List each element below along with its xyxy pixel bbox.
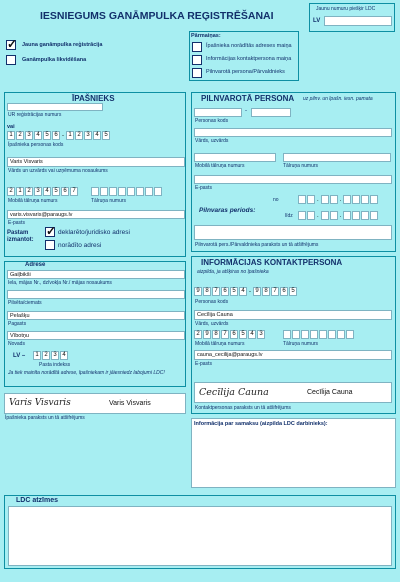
- digit-cell[interactable]: 1: [7, 131, 15, 140]
- authorized-name-label: Vārds, uzvārds: [195, 138, 229, 144]
- digit-cell[interactable]: [298, 211, 306, 220]
- period-label: Pilnvaras periods:: [199, 207, 256, 214]
- owner-printed-name: Varis Visvaris: [109, 400, 151, 407]
- changes-box: [189, 31, 299, 81]
- authorized-mobile-label: Mobilā tālruņa numurs: [195, 163, 245, 169]
- payment-info-box[interactable]: [191, 418, 396, 488]
- change-contact-checkbox[interactable]: [192, 55, 202, 65]
- digit-cell[interactable]: [310, 330, 318, 339]
- digit-cell[interactable]: [370, 195, 378, 204]
- page-title: IESNIEGUMS GANĀMPULKA REĢISTRĒŠANAI: [40, 10, 274, 22]
- digit-cell[interactable]: 3: [34, 187, 42, 196]
- digit-separator: -: [62, 132, 64, 139]
- period-from-date[interactable]: [298, 195, 378, 204]
- digit-cell[interactable]: 3: [25, 131, 33, 140]
- mail-use-label: Pastam izmantot:: [7, 230, 34, 243]
- given-address-label: norādīto adresi: [58, 242, 102, 249]
- owner-signature-label: Īpašnieka paraksts un tā atšifrējums: [5, 415, 85, 421]
- authorized-phone-label: Tālruņa numurs: [283, 163, 319, 169]
- ldc-notes-section: [4, 495, 396, 569]
- address-title: Adrese: [25, 262, 46, 268]
- digit-cell[interactable]: [118, 187, 126, 196]
- owner-mobile-digits[interactable]: [7, 187, 78, 196]
- digit-separator: .: [317, 196, 319, 203]
- contact-section: [191, 256, 396, 414]
- digit-cell[interactable]: [109, 187, 117, 196]
- digit-cell[interactable]: 1: [66, 131, 74, 140]
- digit-cell[interactable]: 4: [239, 287, 247, 296]
- authorized-code-b[interactable]: [251, 108, 291, 117]
- parish-field[interactable]: Pelašķu: [7, 311, 185, 320]
- change-address-checkbox[interactable]: [192, 42, 202, 52]
- digit-separator: .: [339, 212, 342, 219]
- digit-cell[interactable]: 5: [289, 287, 297, 296]
- declared-address-label: deklarēto/juridisko adresi: [58, 229, 130, 236]
- ur-label: UR reģistrācijas numurs: [8, 112, 62, 118]
- owner-section: [4, 92, 186, 257]
- contact-phone-digits[interactable]: [283, 330, 354, 339]
- authorized-mobile-field[interactable]: [194, 153, 276, 162]
- address-section: [4, 261, 186, 387]
- or-label: vai: [7, 124, 15, 130]
- digit-cell[interactable]: 2: [194, 330, 202, 339]
- digit-cell[interactable]: 1: [33, 351, 41, 360]
- ldc-number-field[interactable]: [324, 16, 392, 26]
- contact-signature: Cecīlija Cauna: [199, 387, 269, 398]
- digit-cell[interactable]: 5: [102, 131, 110, 140]
- digit-cell[interactable]: 2: [7, 187, 15, 196]
- digit-cell[interactable]: 6: [280, 287, 288, 296]
- new-registration-label: Jauna ganāmpulka reģistrācija: [22, 42, 103, 48]
- contact-mobile-label: Mobilā tālruņa numurs: [195, 341, 245, 347]
- digit-cell[interactable]: [361, 211, 369, 220]
- owner-name-label: Vārds un uzvārds vai uzņēmuma nosaukums: [8, 168, 108, 174]
- contact-subtitle: aizpilda, ja atšķiras no īpašnieka: [197, 269, 269, 275]
- county-field[interactable]: Vībotņu: [7, 331, 185, 340]
- contact-mobile-digits[interactable]: [194, 330, 265, 339]
- authorized-name-field[interactable]: [194, 128, 392, 137]
- period-from-label: no: [273, 197, 279, 203]
- authorized-section: [191, 92, 396, 252]
- authorized-email-label: E-pasts: [195, 185, 212, 191]
- digit-cell[interactable]: 6: [61, 187, 69, 196]
- digit-cell[interactable]: [301, 330, 309, 339]
- digit-cell[interactable]: [127, 187, 135, 196]
- liquidation-checkbox[interactable]: [6, 55, 16, 65]
- digit-cell[interactable]: [145, 187, 153, 196]
- owner-mobile-label: Mobilā tālruņa numurs: [8, 198, 58, 204]
- digit-cell[interactable]: [319, 330, 327, 339]
- postal-digits[interactable]: [33, 351, 68, 360]
- digit-cell[interactable]: 7: [212, 287, 220, 296]
- authorized-code-label: Personas kods: [195, 118, 229, 124]
- digit-cell[interactable]: [292, 330, 300, 339]
- digit-cell[interactable]: 9: [203, 330, 211, 339]
- digit-cell[interactable]: 4: [43, 187, 51, 196]
- payment-info-title: Informācija par samaksu (aizpilda LDC darbinieks):: [194, 421, 328, 427]
- authorized-code-a[interactable]: [194, 108, 242, 117]
- digit-cell[interactable]: 4: [93, 131, 101, 140]
- digit-cell[interactable]: 5: [230, 287, 238, 296]
- contact-signature-label: Kontaktpersonas paraksts un tā atšifrējums: [195, 405, 291, 411]
- street-label: Iela, mājas Nr., dzīvokļa Nr./ mājas nosaukums: [8, 280, 112, 286]
- authorized-email-field[interactable]: [194, 175, 392, 184]
- owner-code-label: Īpašnieka personas kods: [8, 142, 64, 148]
- change-contact-label: Informācijas kontaktpersona maiņa: [206, 56, 292, 62]
- change-authorized-checkbox[interactable]: [192, 68, 202, 78]
- digit-cell[interactable]: 3: [51, 351, 59, 360]
- contact-email-field[interactable]: cauna_cecilija@paraugs.lv: [194, 350, 392, 360]
- owner-signature-box[interactable]: [4, 393, 186, 414]
- county-label: Novads: [8, 341, 25, 347]
- city-label: Pilsēta/ciemats: [8, 300, 42, 306]
- digit-separator: -: [249, 288, 251, 295]
- digit-cell[interactable]: [307, 211, 315, 220]
- digit-separator: .: [317, 212, 319, 219]
- given-address-checkbox[interactable]: [45, 240, 55, 250]
- authorized-phone-field[interactable]: [283, 153, 391, 162]
- authorized-subtitle: uz pilnv. un īpašn. iesn. pamata: [303, 96, 373, 102]
- ldc-number-box: [309, 3, 395, 32]
- digit-cell[interactable]: 5: [239, 330, 247, 339]
- digit-cell[interactable]: 5: [43, 131, 51, 140]
- declared-address-checkbox[interactable]: [45, 227, 55, 237]
- digit-cell[interactable]: 6: [230, 330, 238, 339]
- digit-cell[interactable]: [321, 211, 329, 220]
- digit-cell[interactable]: [136, 187, 144, 196]
- contact-code-label: Personas kods: [195, 299, 229, 305]
- digit-cell[interactable]: 4: [60, 351, 68, 360]
- digit-cell[interactable]: 4: [248, 330, 256, 339]
- authorized-signature-box[interactable]: [194, 225, 392, 240]
- digit-cell[interactable]: 2: [25, 187, 33, 196]
- ldc-notes-title: LDC atzīmes: [16, 497, 59, 504]
- owner-phone-label: Tālruņa numurs: [91, 198, 127, 204]
- ur-number-field[interactable]: [7, 103, 103, 111]
- digit-cell[interactable]: [330, 195, 338, 204]
- owner-signature: Varis Visvaris: [9, 398, 71, 408]
- digit-cell[interactable]: 8: [212, 330, 220, 339]
- digit-cell[interactable]: [361, 195, 369, 204]
- digit-cell[interactable]: [328, 330, 336, 339]
- contact-printed-name: Cecīlija Cauna: [307, 389, 353, 396]
- liquidation-label: Ganāmpulka likvidēšana: [22, 57, 87, 63]
- period-to-date[interactable]: [298, 211, 378, 220]
- digit-cell[interactable]: 8: [203, 287, 211, 296]
- digit-cell[interactable]: [343, 211, 351, 220]
- contact-email-label: E-pasts: [195, 361, 212, 367]
- digit-cell[interactable]: [100, 187, 108, 196]
- postal-prefix: LV –: [13, 353, 26, 359]
- digit-cell[interactable]: [337, 330, 345, 339]
- digit-cell[interactable]: 6: [52, 131, 60, 140]
- owner-code-digits[interactable]: [7, 131, 110, 140]
- postal-label: Pasta indekss: [39, 362, 71, 368]
- parish-label: Pagasts: [8, 321, 27, 327]
- digit-cell[interactable]: 9: [194, 287, 202, 296]
- contact-signature-box[interactable]: [194, 382, 392, 403]
- contact-title: INFORMĀCIJAS KONTAKTPERSONA: [201, 258, 343, 267]
- ldc-notes-area[interactable]: [8, 506, 392, 566]
- digit-cell[interactable]: 7: [70, 187, 78, 196]
- digit-cell[interactable]: 9: [253, 287, 261, 296]
- owner-name-field[interactable]: Varis Visvaris: [7, 157, 185, 167]
- digit-cell[interactable]: 7: [221, 330, 229, 339]
- owner-phone-digits[interactable]: [91, 187, 162, 196]
- digit-cell[interactable]: 2: [42, 351, 50, 360]
- digit-cell[interactable]: [346, 330, 354, 339]
- digit-cell[interactable]: 4: [34, 131, 42, 140]
- digit-cell[interactable]: 7: [271, 287, 279, 296]
- digit-cell[interactable]: [321, 195, 329, 204]
- contact-phone-label: Tālruņa numurs: [283, 341, 319, 347]
- digit-cell[interactable]: [330, 211, 338, 220]
- contact-name-field[interactable]: Cecīlija Cauna: [194, 310, 392, 320]
- ldc-box-label: Jaunu numuru piešķir LDC: [316, 6, 376, 12]
- digit-cell[interactable]: [283, 330, 291, 339]
- address-notice: Ja tiek mainīta norādītā adrese, īpašniekam ir jāiesniedz labojumi LDC!: [8, 370, 165, 376]
- digit-cell[interactable]: [154, 187, 162, 196]
- digit-cell[interactable]: 2: [16, 131, 24, 140]
- owner-email-field[interactable]: varis.visvaris@paraugs.lv: [7, 210, 185, 219]
- city-field[interactable]: [7, 290, 185, 299]
- digit-cell[interactable]: [298, 195, 306, 204]
- digit-cell[interactable]: [370, 211, 378, 220]
- authorized-signature-label: Pilnvarotā pers./Pārvaldnieka paraksts un tā atšifrējums: [195, 242, 319, 248]
- ldc-prefix: LV: [313, 18, 321, 24]
- new-registration-checkbox[interactable]: [6, 40, 16, 50]
- digit-cell[interactable]: [343, 195, 351, 204]
- digit-cell[interactable]: [352, 195, 360, 204]
- digit-cell[interactable]: 3: [84, 131, 92, 140]
- digit-cell[interactable]: [352, 211, 360, 220]
- change-address-label: Īpašnieka norādītās adreses maiņa: [206, 43, 292, 49]
- change-authorized-label: Pilnvarotā persona/Pārvaldnieks: [206, 69, 285, 75]
- changes-title: Pārmaiņas:: [191, 33, 221, 39]
- owner-email-label: E-pasts: [8, 220, 25, 226]
- authorized-title: PILNVAROTĀ PERSONA: [201, 94, 295, 103]
- owner-title: ĪPAŠNIEKS: [72, 94, 115, 103]
- digit-cell[interactable]: [91, 187, 99, 196]
- digit-cell[interactable]: 5: [52, 187, 60, 196]
- authorized-code-sep: -: [245, 108, 247, 114]
- contact-name-label: Vārds, uzvārds: [195, 321, 229, 327]
- digit-cell[interactable]: [307, 195, 315, 204]
- street-field[interactable]: Gaiļbikši: [7, 270, 185, 279]
- digit-cell[interactable]: 6: [221, 287, 229, 296]
- digit-cell[interactable]: 2: [75, 131, 83, 140]
- digit-cell[interactable]: 8: [262, 287, 270, 296]
- digit-separator: .: [339, 196, 342, 203]
- contact-code-digits[interactable]: [194, 287, 297, 296]
- period-to-label: līdz: [285, 213, 293, 219]
- digit-cell[interactable]: 3: [257, 330, 265, 339]
- digit-cell[interactable]: 1: [16, 187, 24, 196]
